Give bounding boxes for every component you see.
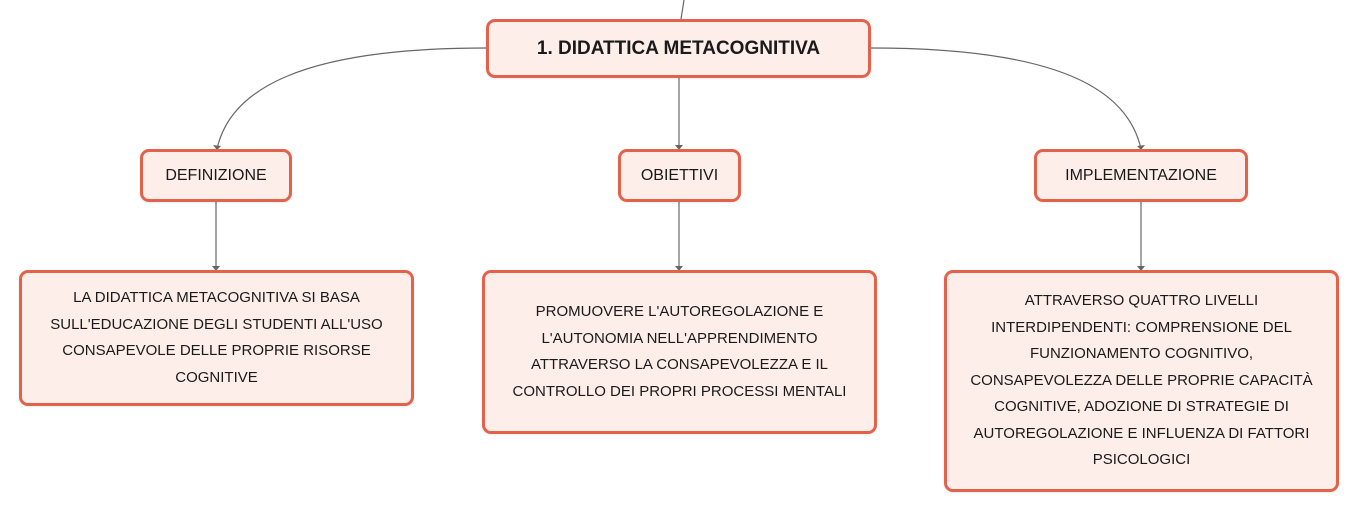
connector-root-to-definizione bbox=[217, 48, 486, 149]
topic-obiettivi-label: OBIETTIVI bbox=[640, 166, 719, 184]
root-topic[interactable] bbox=[486, 19, 871, 78]
detail-implementazione[interactable] bbox=[944, 270, 1339, 492]
detail-implementazione-text: ATTRAVERSO QUATTRO LIVELLI INTERDIPENDENTI: COMPRENSIONE DEL FUNZIONAMENTO COGNITIVO, CONSAPEVOLEZZA DELLE PROPRIE CAPACITÀ COGNITIVE, ADOZIONE DI STRATEGIE DI AUTOREGOLAZIONE E INFLUENZA DI FATTORI PSICOLOGICI bbox=[970, 292, 1313, 469]
detail-definizione-text: LA DIDATTICA METACOGNITIVA SI BASA SULL'EDUCAZIONE DEGLI STUDENTI ALL'USO CONSAPEVOLE DELLE PROPRIE RISORSE COGNITIVE bbox=[50, 289, 383, 386]
detail-definizione[interactable] bbox=[19, 270, 414, 406]
topic-implementazione-label: IMPLEMENTAZIONE bbox=[1065, 166, 1217, 184]
connector-parent-to-root bbox=[681, 0, 684, 19]
detail-obiettivi-text: PROMUOVERE L'AUTOREGOLAZIONE E L'AUTONOMIA NELL'APPRENDIMENTO ATTRAVERSO LA CONSAPEVOLEZZA E IL CONTROLLO DEI PROPRI PROCESSI MENTALI bbox=[512, 303, 847, 400]
detail-obiettivi[interactable] bbox=[482, 270, 877, 434]
topic-definizione[interactable] bbox=[140, 149, 292, 202]
root-topic-label: 1. DIDATTICA METACOGNITIVA bbox=[536, 37, 821, 59]
topic-implementazione[interactable] bbox=[1034, 149, 1248, 202]
topic-obiettivi[interactable] bbox=[618, 149, 741, 202]
connector-root-to-implementazione bbox=[871, 48, 1141, 149]
topic-definizione-label: DEFINIZIONE bbox=[165, 166, 267, 184]
